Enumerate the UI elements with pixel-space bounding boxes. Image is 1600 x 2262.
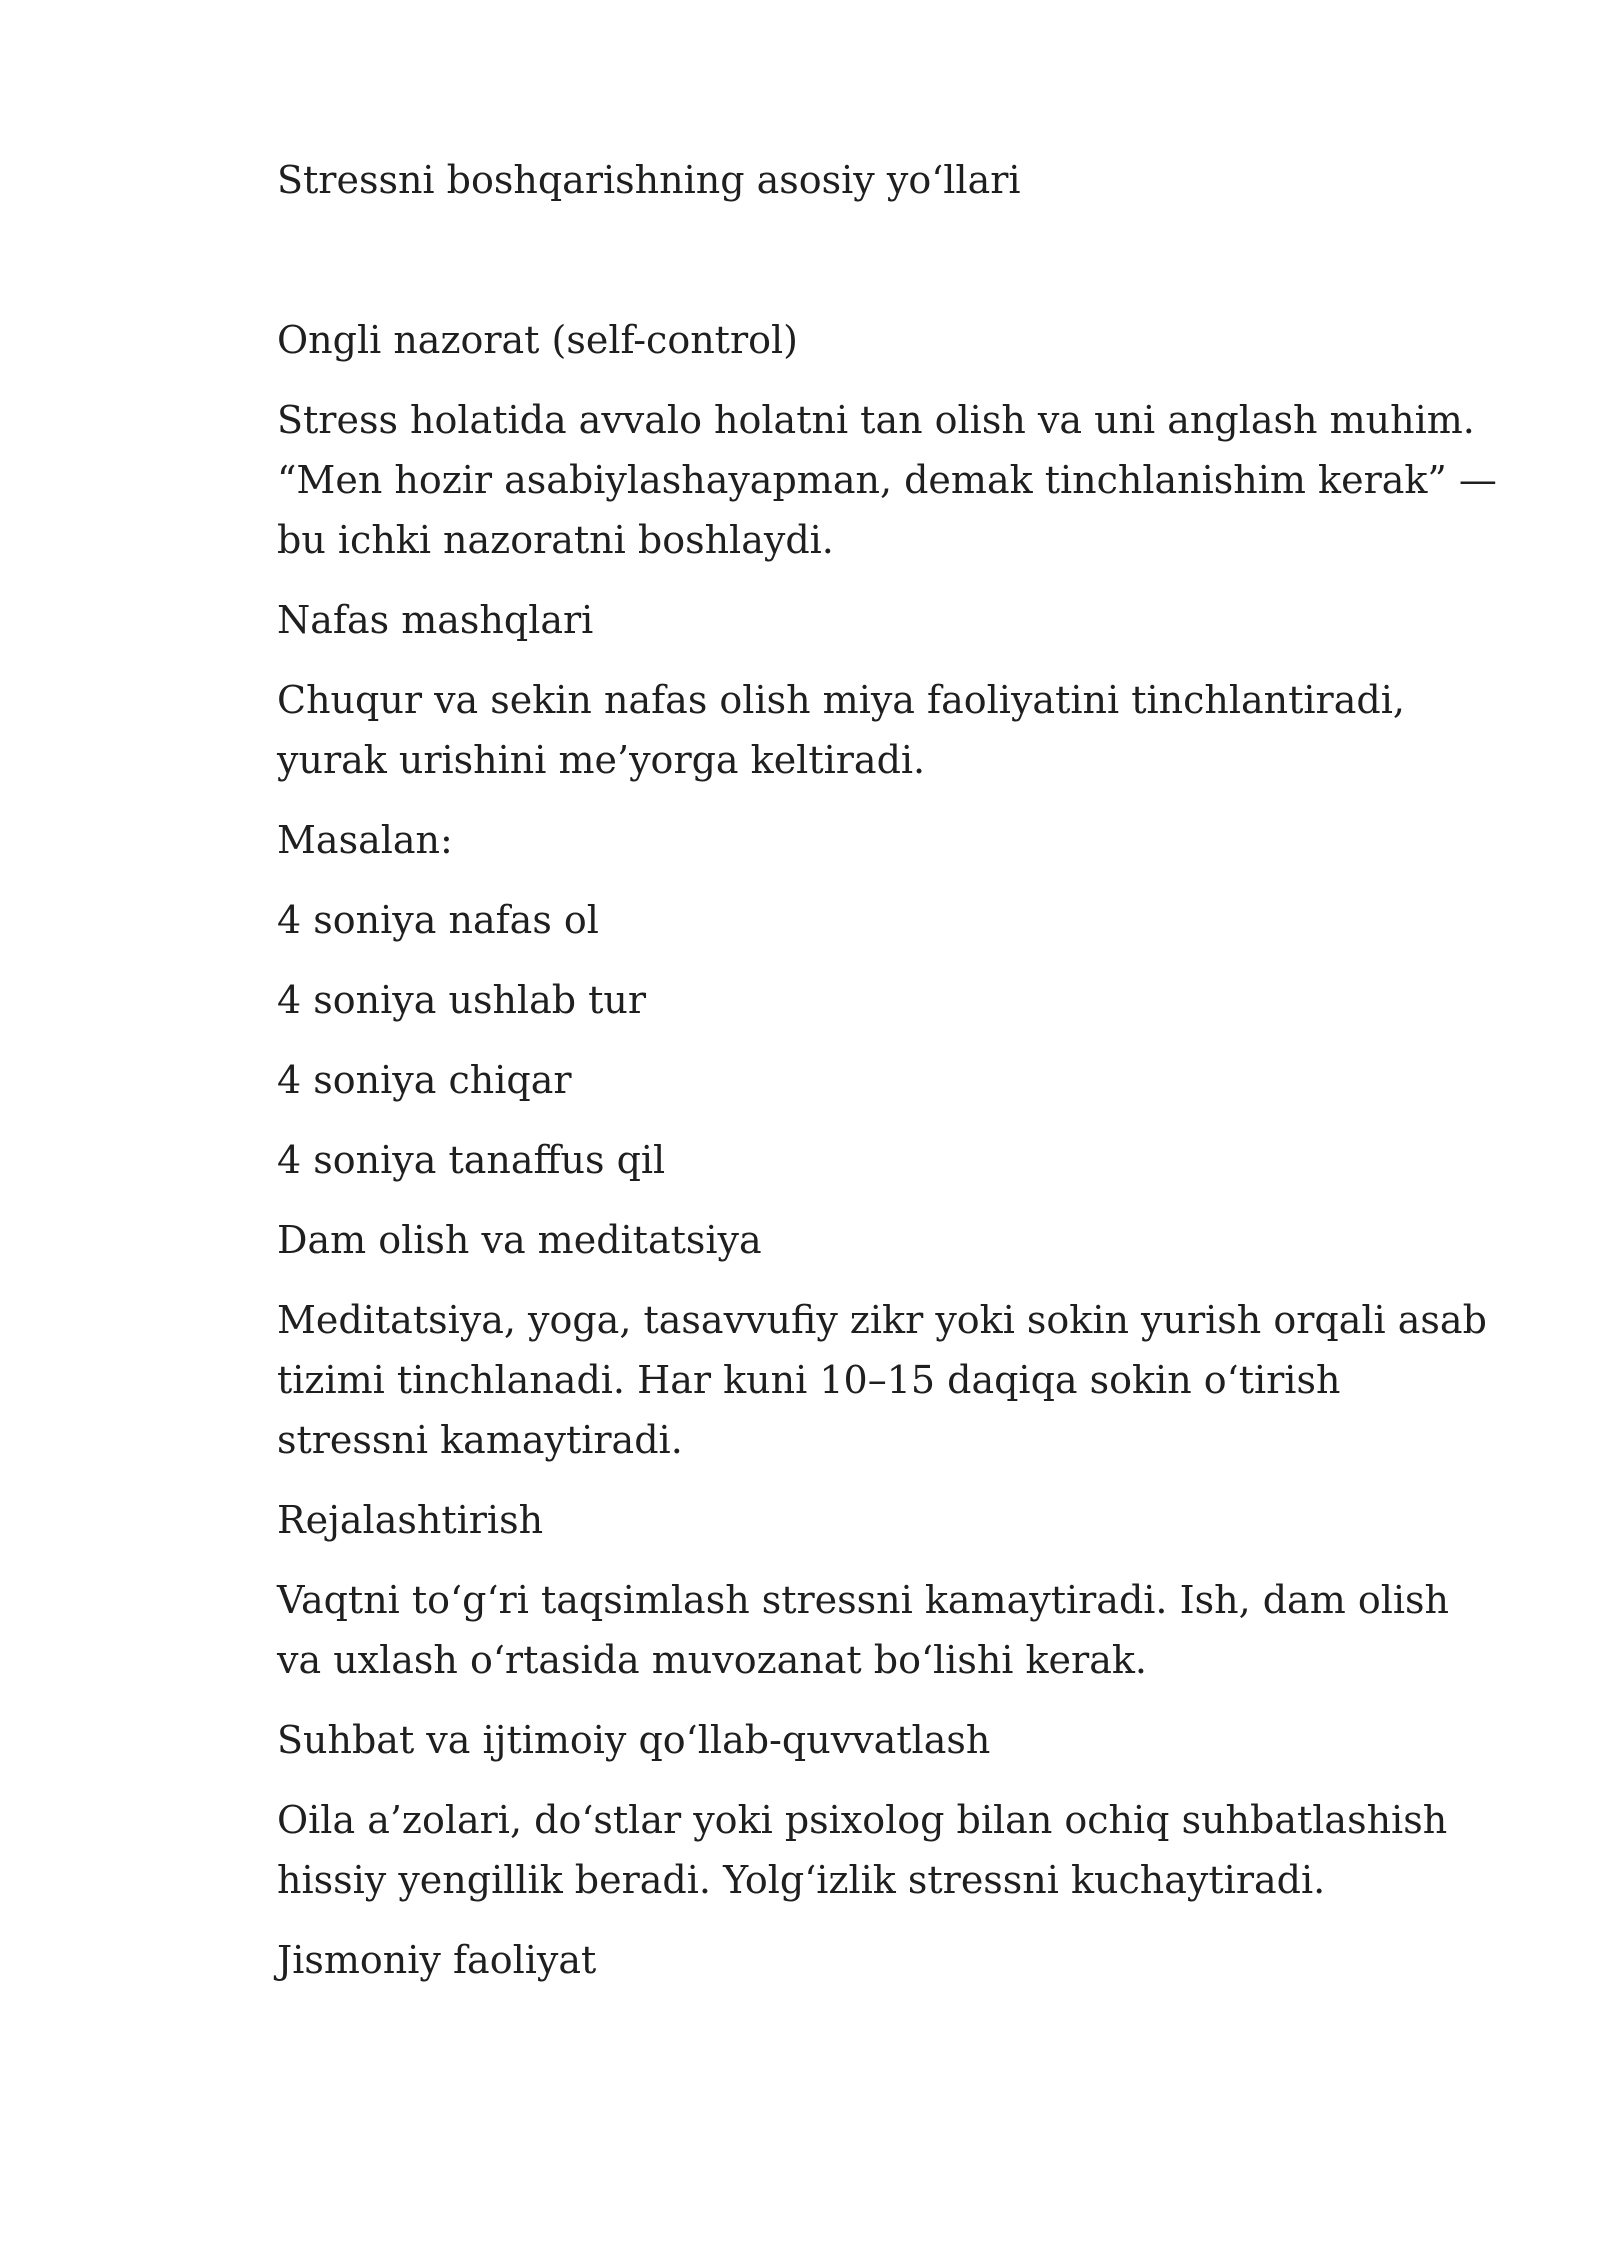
section-heading-breathing: Nafas mashqlari: [277, 598, 594, 642]
section-heading-physical-activity: Jismoniy faoliyat: [277, 1938, 597, 1982]
section-heading-meditation: Dam olish va meditatsiya: [277, 1218, 762, 1262]
breathing-step-inhale: 4 soniya nafas ol: [277, 898, 599, 942]
paragraph-breathing: Chuqur va sekin nafas olish miya faoliyatini tinchlantiradi, yurak urishini me’yorga keltiradi.: [277, 678, 1405, 782]
breathing-step-pause: 4 soniya tanaffus qil: [277, 1138, 666, 1182]
section-heading-self-control: Ongli nazorat (self-control): [277, 318, 798, 362]
paragraph-meditation: Meditatsiya, yoga, tasavvufiy zikr yoki sokin yurish orqali asab tizimi tinchlanadi. Har kuni 10–15 daqiqa sokin o‘tirish stressni kamaytiradi.: [277, 1298, 1487, 1462]
section-heading-social-support: Suhbat va ijtimoiy qo‘llab-quvvatlash: [277, 1718, 991, 1762]
example-label: Masalan:: [277, 818, 453, 862]
breathing-step-hold: 4 soniya ushlab tur: [277, 978, 647, 1022]
document-title: Stressni boshqarishning asosiy yo‘llari: [277, 158, 1021, 202]
document-body: [277, 150, 1497, 2010]
paragraph-social-support: Oila a’zolari, do‘stlar yoki psixolog bilan ochiq suhbatlashish hissiy yengillik beradi. Yolg‘izlik stressni kuchaytiradi.: [277, 1798, 1448, 1902]
paragraph-self-control: Stress holatida avvalo holatni tan olish va uni anglash muhim. “Men hozir asabiylashayapman, demak tinchlanishim kerak” — bu ichki nazoratni boshlaydi.: [277, 398, 1497, 562]
section-heading-planning: Rejalashtirish: [277, 1498, 544, 1542]
breathing-step-exhale: 4 soniya chiqar: [277, 1058, 572, 1102]
paragraph-planning: Vaqtni to‘g‘ri taqsimlash stressni kamaytiradi. Ish, dam olish va uxlash o‘rtasida muvozanat bo‘lishi kerak.: [277, 1578, 1449, 1682]
